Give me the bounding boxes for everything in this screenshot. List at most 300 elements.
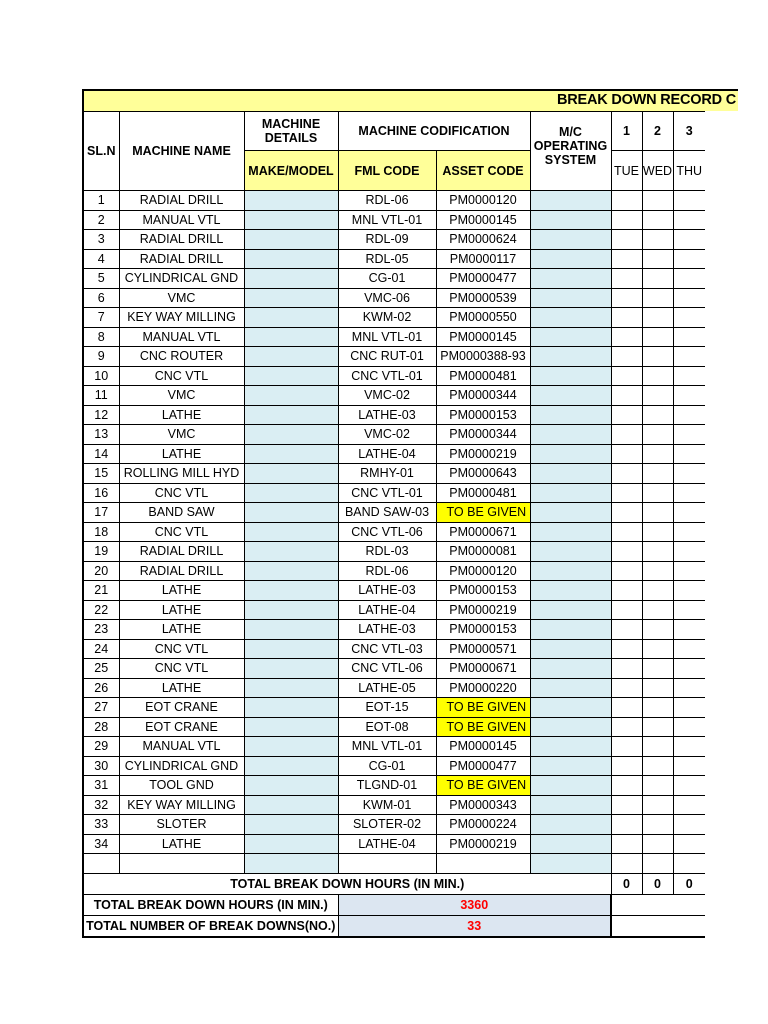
day-total-2: 0 [642, 873, 673, 894]
cell-operating-system [530, 600, 611, 620]
cell-operating-system [530, 444, 611, 464]
table-row [83, 503, 705, 523]
cell-day-1 [611, 659, 642, 679]
cell-fml-code: LATHE-03 [338, 581, 436, 601]
cell-machine-name: MANUAL VTL [119, 327, 244, 347]
cell-day-2 [642, 425, 673, 445]
cell-day-3 [673, 386, 705, 406]
cell-fml-code: LATHE-03 [338, 405, 436, 425]
cell-sl-no: 8 [83, 327, 119, 347]
cell-sl-no: 22 [83, 600, 119, 620]
cell-asset-code: PM0000219 [436, 444, 530, 464]
cell-operating-system [530, 464, 611, 484]
cell-machine-name: RADIAL DRILL [119, 249, 244, 269]
cell-day-1 [611, 347, 642, 367]
cell-make-model [244, 386, 338, 406]
table-row [83, 815, 705, 835]
cell-machine-name: CNC VTL [119, 483, 244, 503]
cell-machine-name: CYLINDRICAL GND [119, 756, 244, 776]
cell-day-3 [673, 483, 705, 503]
cell-make-model [244, 425, 338, 445]
table-row [83, 269, 705, 289]
table-row [83, 191, 705, 211]
cell-make-model [244, 405, 338, 425]
table-row [83, 561, 705, 581]
cell-sl-no: 33 [83, 815, 119, 835]
cell-day-3 [673, 308, 705, 328]
cell-machine-name: RADIAL DRILL [119, 561, 244, 581]
cell-sl-no: 25 [83, 659, 119, 679]
cell-machine-name: LATHE [119, 620, 244, 640]
cell-sl-no: 5 [83, 269, 119, 289]
cell-machine-name: CNC VTL [119, 659, 244, 679]
cell-make-model [244, 639, 338, 659]
table-row [83, 522, 705, 542]
cell-machine-name: RADIAL DRILL [119, 191, 244, 211]
cell-asset-code: PM0000219 [436, 834, 530, 854]
table-row [83, 347, 705, 367]
cell-operating-system [530, 191, 611, 211]
header-operating-system: M/C OPERATING SYSTEM [530, 112, 611, 191]
cell-make-model [244, 834, 338, 854]
cell-day-1 [611, 425, 642, 445]
cell-day-2 [642, 366, 673, 386]
cell-day-1 [611, 620, 642, 640]
cell-sl-no: 18 [83, 522, 119, 542]
cell-day-1 [611, 327, 642, 347]
cell-day-2 [642, 522, 673, 542]
cell-asset-code: TO BE GIVEN [436, 503, 530, 523]
cell-operating-system [530, 249, 611, 269]
cell-operating-system [530, 620, 611, 640]
table-row [83, 620, 705, 640]
summary-count-row [83, 915, 705, 937]
cell-sl-no: 19 [83, 542, 119, 562]
cell-sl-no: 24 [83, 639, 119, 659]
cell-fml-code: TLGND-01 [338, 776, 436, 796]
empty-cell [83, 854, 119, 874]
summary-blank-cell [611, 915, 705, 937]
table-row [83, 386, 705, 406]
header-make-model: MAKE/MODEL [244, 151, 338, 191]
cell-day-3 [673, 522, 705, 542]
cell-asset-code: PM0000120 [436, 191, 530, 211]
cell-day-1 [611, 542, 642, 562]
table-row [83, 249, 705, 269]
cell-make-model [244, 249, 338, 269]
cell-machine-name: RADIAL DRILL [119, 230, 244, 250]
cell-day-2 [642, 210, 673, 230]
summary-blank-cell [611, 894, 705, 915]
cell-day-2 [642, 659, 673, 679]
cell-day-3 [673, 834, 705, 854]
table-row [83, 776, 705, 796]
cell-day-3 [673, 288, 705, 308]
cell-day-1 [611, 600, 642, 620]
cell-asset-code: PM0000481 [436, 483, 530, 503]
cell-day-2 [642, 444, 673, 464]
cell-fml-code: MNL VTL-01 [338, 737, 436, 757]
cell-asset-code: PM0000219 [436, 600, 530, 620]
cell-sl-no: 14 [83, 444, 119, 464]
day-total-3: 0 [673, 873, 705, 894]
cell-operating-system [530, 503, 611, 523]
cell-day-1 [611, 405, 642, 425]
cell-sl-no: 28 [83, 717, 119, 737]
cell-fml-code: VMC-02 [338, 425, 436, 445]
cell-fml-code: KWM-02 [338, 308, 436, 328]
cell-operating-system [530, 717, 611, 737]
cell-sl-no: 31 [83, 776, 119, 796]
cell-day-1 [611, 308, 642, 328]
cell-machine-name: MANUAL VTL [119, 210, 244, 230]
cell-day-1 [611, 230, 642, 250]
cell-sl-no: 27 [83, 698, 119, 718]
cell-operating-system [530, 288, 611, 308]
cell-make-model [244, 327, 338, 347]
cell-day-2 [642, 542, 673, 562]
cell-fml-code: CG-01 [338, 269, 436, 289]
cell-fml-code: MNL VTL-01 [338, 327, 436, 347]
cell-machine-name: VMC [119, 425, 244, 445]
report-title-band [82, 89, 738, 111]
cell-sl-no: 7 [83, 308, 119, 328]
cell-day-3 [673, 698, 705, 718]
cell-make-model [244, 795, 338, 815]
cell-operating-system [530, 737, 611, 757]
cell-machine-name: CNC VTL [119, 366, 244, 386]
cell-make-model [244, 347, 338, 367]
header-machine-name: MACHINE NAME [119, 112, 244, 191]
cell-machine-name: CYLINDRICAL GND [119, 269, 244, 289]
header-machine-details: MACHINE DETAILS [244, 112, 338, 151]
cell-day-1 [611, 737, 642, 757]
cell-make-model [244, 717, 338, 737]
cell-operating-system [530, 542, 611, 562]
table-row [83, 327, 705, 347]
breakdown-table [82, 111, 705, 938]
cell-day-2 [642, 483, 673, 503]
cell-machine-name: LATHE [119, 581, 244, 601]
cell-sl-no: 1 [83, 191, 119, 211]
cell-day-3 [673, 230, 705, 250]
cell-machine-name: MANUAL VTL [119, 737, 244, 757]
cell-day-2 [642, 386, 673, 406]
cell-asset-code: PM0000481 [436, 366, 530, 386]
cell-day-3 [673, 269, 705, 289]
cell-sl-no: 21 [83, 581, 119, 601]
cell-operating-system [530, 776, 611, 796]
empty-cell [244, 854, 338, 874]
cell-day-1 [611, 776, 642, 796]
cell-fml-code: EOT-15 [338, 698, 436, 718]
cell-day-1 [611, 834, 642, 854]
cell-fml-code: RMHY-01 [338, 464, 436, 484]
cell-day-3 [673, 347, 705, 367]
cell-make-model [244, 581, 338, 601]
cell-fml-code: LATHE-04 [338, 444, 436, 464]
cell-sl-no: 30 [83, 756, 119, 776]
cell-day-2 [642, 717, 673, 737]
table-row [83, 366, 705, 386]
cell-make-model [244, 522, 338, 542]
cell-machine-name: EOT CRANE [119, 717, 244, 737]
cell-day-1 [611, 249, 642, 269]
cell-day-3 [673, 737, 705, 757]
cell-day-1 [611, 483, 642, 503]
cell-day-1 [611, 386, 642, 406]
cell-sl-no: 16 [83, 483, 119, 503]
cell-fml-code: VMC-06 [338, 288, 436, 308]
cell-operating-system [530, 659, 611, 679]
table-row [83, 230, 705, 250]
cell-make-model [244, 776, 338, 796]
summary-hours-value: 3360 [338, 894, 611, 915]
cell-operating-system [530, 308, 611, 328]
summary-count-label: TOTAL NUMBER OF BREAK DOWNS(NO.) [83, 915, 338, 937]
cell-fml-code: RDL-09 [338, 230, 436, 250]
cell-day-1 [611, 795, 642, 815]
empty-cell [673, 854, 705, 874]
cell-asset-code: PM0000153 [436, 620, 530, 640]
table-row [83, 210, 705, 230]
cell-fml-code: MNL VTL-01 [338, 210, 436, 230]
empty-cell [338, 854, 436, 874]
cell-fml-code: RDL-06 [338, 191, 436, 211]
cell-day-3 [673, 581, 705, 601]
cell-operating-system [530, 561, 611, 581]
cell-machine-name: KEY WAY MILLING [119, 795, 244, 815]
cell-day-1 [611, 717, 642, 737]
cell-day-3 [673, 639, 705, 659]
cell-day-2 [642, 561, 673, 581]
cell-day-2 [642, 269, 673, 289]
cell-sl-no: 34 [83, 834, 119, 854]
cell-fml-code: CNC RUT-01 [338, 347, 436, 367]
table-row [83, 756, 705, 776]
cell-day-1 [611, 815, 642, 835]
cell-day-3 [673, 366, 705, 386]
cell-fml-code: CNC VTL-01 [338, 483, 436, 503]
cell-day-3 [673, 659, 705, 679]
empty-cell [436, 854, 530, 874]
cell-day-1 [611, 210, 642, 230]
cell-day-3 [673, 756, 705, 776]
cell-asset-code: PM0000344 [436, 425, 530, 445]
cell-asset-code: PM0000145 [436, 210, 530, 230]
cell-asset-code: PM0000477 [436, 269, 530, 289]
cell-day-1 [611, 444, 642, 464]
cell-machine-name: LATHE [119, 834, 244, 854]
cell-make-model [244, 210, 338, 230]
cell-machine-name: LATHE [119, 678, 244, 698]
cell-machine-name: TOOL GND [119, 776, 244, 796]
cell-asset-code: PM0000117 [436, 249, 530, 269]
cell-operating-system [530, 581, 611, 601]
cell-fml-code: BAND SAW-03 [338, 503, 436, 523]
cell-day-1 [611, 678, 642, 698]
cell-machine-name: LATHE [119, 600, 244, 620]
cell-operating-system [530, 405, 611, 425]
table-row [83, 834, 705, 854]
cell-day-2 [642, 464, 673, 484]
table-row [83, 639, 705, 659]
cell-make-model [244, 444, 338, 464]
empty-cell [642, 854, 673, 874]
cell-asset-code: PM0000224 [436, 815, 530, 835]
cell-fml-code: SLOTER-02 [338, 815, 436, 835]
cell-asset-code: PM0000624 [436, 230, 530, 250]
cell-machine-name: BAND SAW [119, 503, 244, 523]
table-row [83, 795, 705, 815]
empty-cell [611, 854, 642, 874]
cell-sl-no: 6 [83, 288, 119, 308]
cell-fml-code: EOT-08 [338, 717, 436, 737]
table-row [83, 581, 705, 601]
cell-make-model [244, 600, 338, 620]
cell-make-model [244, 659, 338, 679]
report-title: BREAK DOWN RECORD C [556, 92, 736, 108]
cell-fml-code: RDL-03 [338, 542, 436, 562]
cell-fml-code: CNC VTL-06 [338, 659, 436, 679]
cell-asset-code: PM0000571 [436, 639, 530, 659]
table-row [83, 483, 705, 503]
cell-day-2 [642, 698, 673, 718]
cell-day-2 [642, 737, 673, 757]
cell-day-2 [642, 581, 673, 601]
cell-machine-name: LATHE [119, 444, 244, 464]
cell-fml-code: KWM-01 [338, 795, 436, 815]
cell-operating-system [530, 366, 611, 386]
cell-make-model [244, 308, 338, 328]
cell-day-3 [673, 795, 705, 815]
cell-day-2 [642, 230, 673, 250]
cell-asset-code: PM0000343 [436, 795, 530, 815]
total-hours-label: TOTAL BREAK DOWN HOURS (IN MIN.) [83, 873, 611, 894]
cell-machine-name: RADIAL DRILL [119, 542, 244, 562]
cell-fml-code: LATHE-04 [338, 834, 436, 854]
cell-sl-no: 13 [83, 425, 119, 445]
table-row [83, 288, 705, 308]
cell-sl-no: 23 [83, 620, 119, 640]
table-row [83, 737, 705, 757]
cell-fml-code: LATHE-04 [338, 600, 436, 620]
cell-day-2 [642, 815, 673, 835]
summary-hours-row [83, 894, 705, 915]
cell-machine-name: CNC VTL [119, 522, 244, 542]
cell-day-2 [642, 756, 673, 776]
cell-day-2 [642, 776, 673, 796]
cell-day-2 [642, 308, 673, 328]
table-row [83, 405, 705, 425]
cell-fml-code: LATHE-05 [338, 678, 436, 698]
cell-day-3 [673, 815, 705, 835]
table-row [83, 678, 705, 698]
table-row [83, 444, 705, 464]
cell-machine-name: VMC [119, 386, 244, 406]
summary-count-value: 33 [338, 915, 611, 937]
header-fml-code: FML CODE [338, 151, 436, 191]
cell-day-3 [673, 620, 705, 640]
cell-day-3 [673, 210, 705, 230]
cell-operating-system [530, 425, 611, 445]
cell-sl-no: 2 [83, 210, 119, 230]
cell-asset-code: PM0000539 [436, 288, 530, 308]
cell-day-3 [673, 425, 705, 445]
cell-sl-no: 29 [83, 737, 119, 757]
header-sl-no: SL.N [83, 112, 119, 191]
cell-make-model [244, 620, 338, 640]
cell-make-model [244, 678, 338, 698]
cell-operating-system [530, 386, 611, 406]
empty-cell [119, 854, 244, 874]
cell-day-2 [642, 795, 673, 815]
cell-fml-code: CG-01 [338, 756, 436, 776]
cell-day-2 [642, 620, 673, 640]
summary-hours-label: TOTAL BREAK DOWN HOURS (IN MIN.) [83, 894, 338, 915]
cell-operating-system [530, 483, 611, 503]
cell-make-model [244, 561, 338, 581]
cell-operating-system [530, 230, 611, 250]
cell-operating-system [530, 756, 611, 776]
cell-make-model [244, 288, 338, 308]
cell-asset-code: PM0000671 [436, 659, 530, 679]
table-row [83, 717, 705, 737]
cell-operating-system [530, 347, 611, 367]
cell-operating-system [530, 698, 611, 718]
header-day-2: 2 [642, 112, 673, 151]
cell-fml-code: RDL-05 [338, 249, 436, 269]
cell-day-3 [673, 327, 705, 347]
cell-operating-system [530, 269, 611, 289]
cell-make-model [244, 542, 338, 562]
table-row [83, 308, 705, 328]
cell-day-2 [642, 639, 673, 659]
cell-make-model [244, 230, 338, 250]
cell-operating-system [530, 815, 611, 835]
cell-asset-code: PM0000643 [436, 464, 530, 484]
cell-day-2 [642, 600, 673, 620]
cell-machine-name: SLOTER [119, 815, 244, 835]
cell-make-model [244, 737, 338, 757]
cell-day-3 [673, 717, 705, 737]
cell-day-3 [673, 600, 705, 620]
cell-make-model [244, 503, 338, 523]
header-weekday-3: THU [673, 151, 705, 191]
cell-asset-code: PM0000153 [436, 405, 530, 425]
cell-machine-name: EOT CRANE [119, 698, 244, 718]
header-asset-code: ASSET CODE [436, 151, 530, 191]
cell-day-1 [611, 269, 642, 289]
cell-day-3 [673, 405, 705, 425]
cell-day-2 [642, 288, 673, 308]
cell-day-2 [642, 834, 673, 854]
cell-day-1 [611, 581, 642, 601]
cell-fml-code: CNC VTL-03 [338, 639, 436, 659]
cell-day-1 [611, 561, 642, 581]
cell-asset-code: PM0000550 [436, 308, 530, 328]
cell-operating-system [530, 834, 611, 854]
cell-sl-no: 17 [83, 503, 119, 523]
cell-day-3 [673, 561, 705, 581]
cell-day-1 [611, 639, 642, 659]
cell-asset-code: PM0000153 [436, 581, 530, 601]
cell-asset-code: PM0000388-93 [436, 347, 530, 367]
cell-asset-code: PM0000081 [436, 542, 530, 562]
cell-day-2 [642, 327, 673, 347]
table-row [83, 542, 705, 562]
cell-operating-system [530, 210, 611, 230]
